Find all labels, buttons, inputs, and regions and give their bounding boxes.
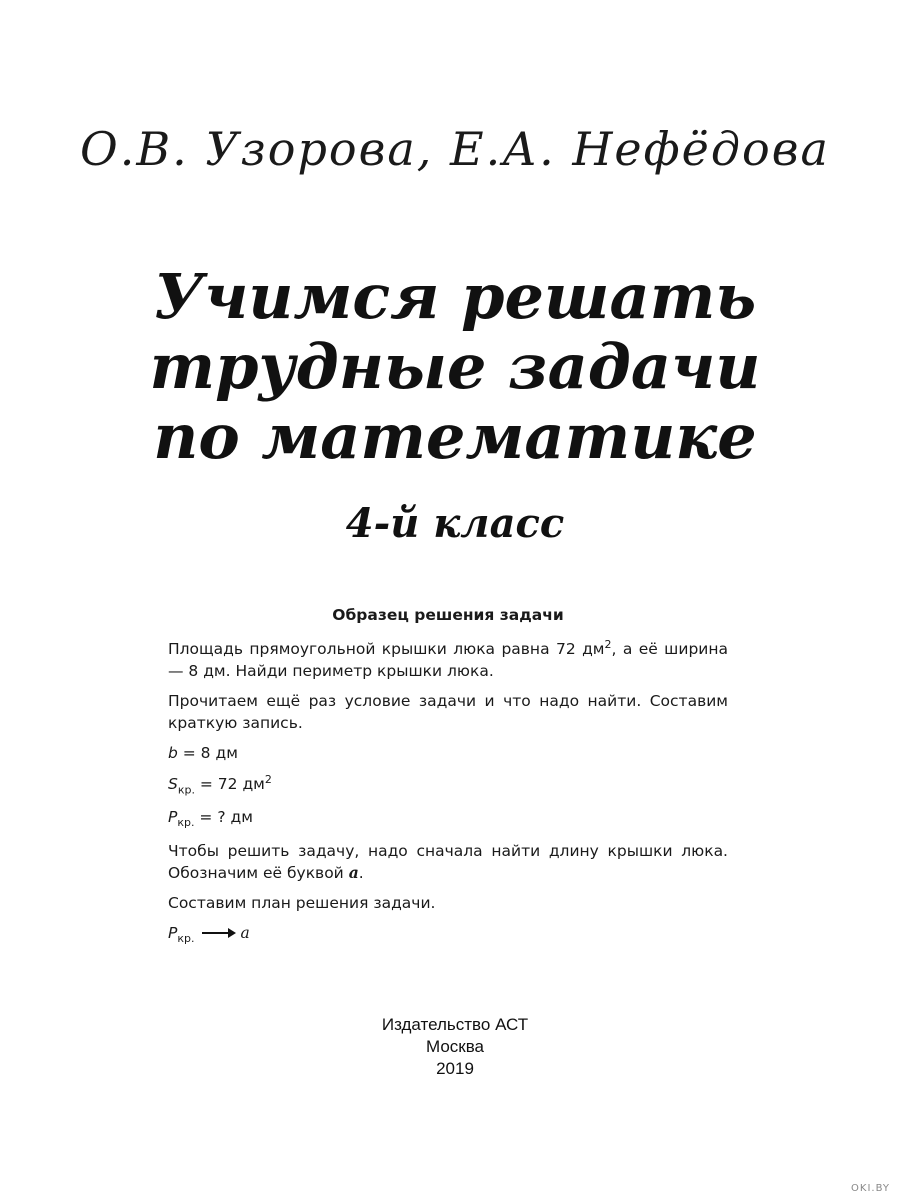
publisher-year: 2019 — [436, 1059, 474, 1078]
plan-diagram: $P_{кр.}$ a — [168, 923, 250, 945]
problem-text: Площадь прямоугольной крышки люка равна 72 $дм^2$, а её ширина — 8 дм. Найди периметр крышки люка. — [168, 638, 728, 681]
sample-solution — [168, 604, 728, 955]
watermark: OKI.BY — [851, 1183, 890, 1194]
title-line: по математике — [153, 400, 757, 473]
plan-text: Составим план решения задачи. — [168, 893, 436, 912]
authors: О.В. Узорова, Е.А. Нефёдова — [80, 122, 830, 176]
find-length-text: Чтобы решить задачу, надо сначала найти длину крышки люка. Обозначим её буквой a. — [168, 841, 728, 882]
publisher-name: Издательство АСТ — [381, 1015, 529, 1034]
unknown-perimeter: $P_{кр.}$ = ? дм — [168, 808, 253, 830]
read-again-text: Прочитаем ещё раз условие задачи и что надо найти. Составим краткую запись. — [168, 692, 728, 733]
grade-label: 4-й класс — [345, 500, 565, 547]
publisher-city: Москва — [425, 1037, 485, 1056]
given-width: b = 8 дм — [168, 744, 238, 763]
sample-heading: Образец решения задачи — [332, 606, 564, 624]
given-area: $S_{кр.} = 72$ $дм^2$ — [168, 773, 272, 797]
book-title — [0, 262, 910, 472]
title-line: трудные задачи — [149, 330, 761, 403]
title-line: Учимся решать — [153, 260, 757, 333]
arrow-icon — [202, 932, 234, 934]
publisher-block — [0, 1014, 910, 1080]
